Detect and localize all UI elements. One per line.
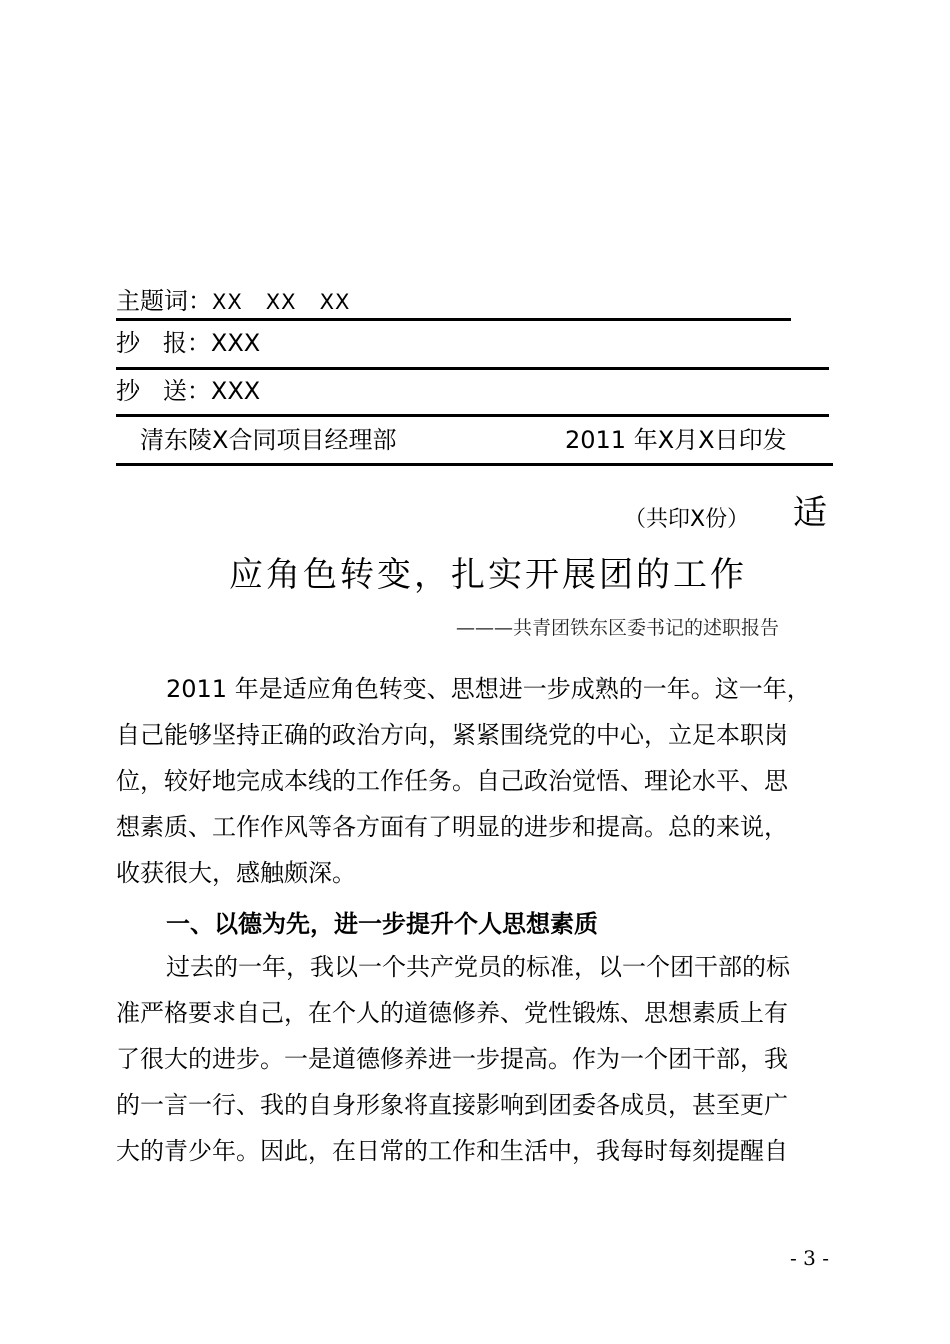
divider-2 — [116, 367, 829, 370]
keywords-row — [116, 286, 350, 317]
para2-line-1: 过去的一年，我以一个共产党员的标准，以一个团干部的标 — [166, 953, 790, 981]
cc-send-row — [116, 376, 260, 406]
divider-4 — [116, 463, 833, 466]
para2-line-4: 的一言一行、我的自身形象将直接影响到团委各成员，甚至更广 — [116, 1091, 788, 1119]
keywords-label: 主题词： — [116, 287, 212, 315]
cc-report-row — [116, 328, 260, 358]
para2-line-3: 了很大的进步。一是道德修养进一步提高。作为一个团干部，我 — [116, 1045, 788, 1073]
section-heading-1: 一、以德为先，进一步提升个人思想素质 — [166, 910, 598, 938]
cc-report-value: XXX — [210, 329, 261, 357]
page-number: - 3 - — [790, 1246, 829, 1270]
cc-send-value: XXX — [210, 377, 261, 405]
divider-3 — [116, 414, 829, 417]
para1-line-4: 想素质、工作作风等各方面有了明显的进步和提高。总的来说， — [116, 813, 788, 841]
copies-note: （共印Ⅹ份） — [624, 507, 750, 532]
issue-date: 2011 年Ⅹ月Ⅹ日印发 — [565, 426, 787, 454]
cc-send-label: 抄 送： — [116, 377, 211, 405]
page-subtitle: ———共青团铁东区委书记的述职报告 — [456, 617, 780, 639]
para1-line-1: 2011 年是适应角色转变、思想进一步成熟的一年。这一年， — [166, 675, 811, 703]
para1-line-5: 收获很大，感触颇深。 — [116, 859, 356, 887]
cc-report-label: 抄 报： — [116, 329, 211, 357]
page-title: 应角色转变，扎实开展团的工作 — [229, 555, 747, 595]
para1-line-3: 位，较好地完成本线的工作任务。自己政治觉悟、理论水平、思 — [116, 767, 788, 795]
title-first-char: 适 — [793, 493, 830, 533]
divider-1 — [116, 318, 791, 321]
issuer: 清东陵Ⅹ合同项目经理部 — [140, 426, 397, 454]
keywords-value: XX XX XX — [212, 290, 351, 314]
para1-line-2: 自己能够坚持正确的政治方向，紧紧围绕党的中心，立足本职岗 — [116, 721, 788, 749]
para2-line-2: 准严格要求自己，在个人的道德修养、党性锻炼、思想素质上有 — [116, 999, 788, 1027]
para2-line-5: 大的青少年。因此，在日常的工作和生活中，我每时每刻提醒自 — [116, 1137, 788, 1165]
